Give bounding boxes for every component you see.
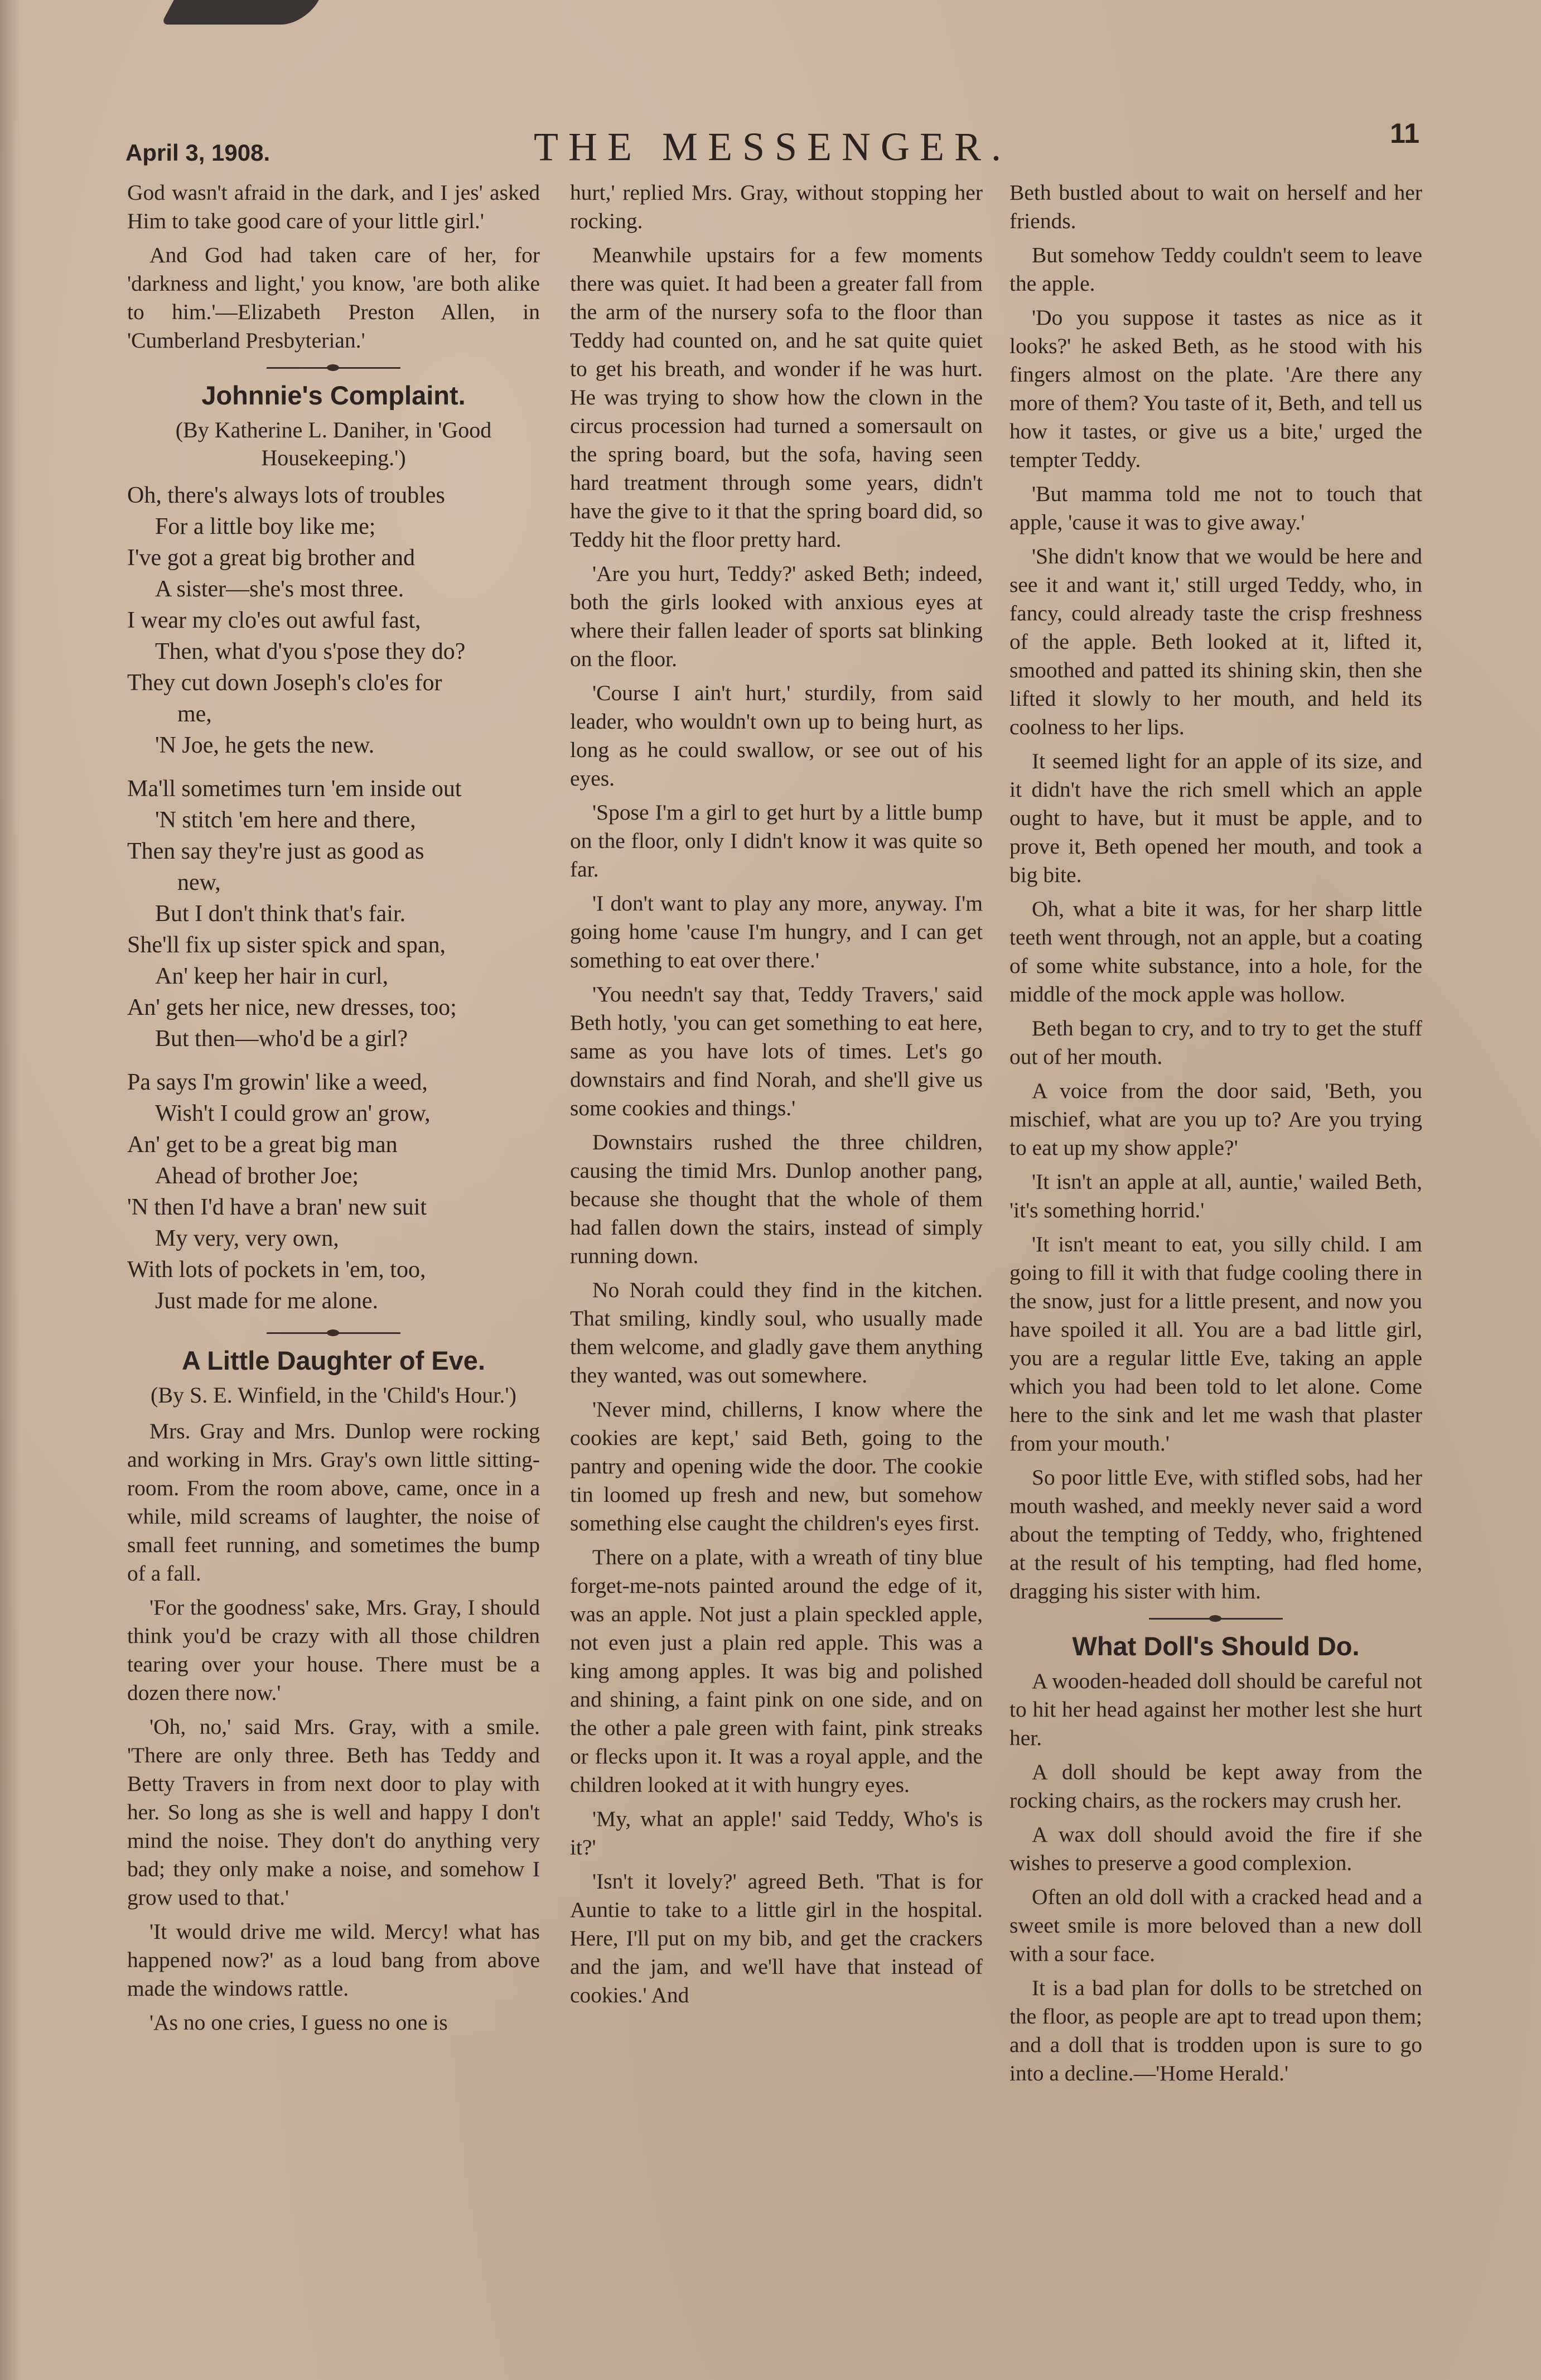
story-body: [127, 1417, 540, 2037]
poem-line: Then, what d'you s'pose they do?: [155, 639, 466, 664]
section-divider: [267, 364, 400, 372]
paragraph: Meanwhile upstairs for a few moments there was quiet. It had been a greater fall from the arm of the nursery sofa to the floor than Teddy had counted on, and he sat quite quiet to get his breath, and wonder if he was hurt. He was trying to show how the clown in the circus procession had turned a somersault on the spring board, but the sofa, having seen hard treatment through some years, didn't have the give to it that the spring board did, so Teddy hit the floor pretty hard.: [570, 243, 983, 552]
poem-line: But I don't think that's fair.: [155, 901, 406, 927]
paragraph: 'Isn't it lovely?' agreed Beth. 'That is for Auntie to take to a little girl in the hospital. Here, I'll put on my bib, and get the crackers and the jam, and we'll have that instead of cookies.' And: [570, 1869, 983, 2007]
paragraph: 'She didn't know that we would be here and see it and want it,' still urged Teddy, who, in fancy, could already taste the crisp freshness of the apple. Beth looked at it, lifted it, smoothed and patted its shining skin, then she lifted it slowly to her mouth, and held its coolness to her lips.: [1009, 544, 1422, 739]
column-1: [127, 179, 540, 2276]
paragraph: 'As no one cries, I guess no one is: [149, 2010, 448, 2035]
paragraph: It is a bad plan for dolls to be stretched on the floor, as people are apt to tread upon them; and a doll that is trodden upon is sure to go into a decline.—'Home Herald.': [1009, 1976, 1422, 2085]
paragraph: Downstairs rushed the three children, causing the timid Mrs. Dunlop another pang, because she thought that the whole of them had fallen down the stairs, instead of simply running down.: [570, 1130, 983, 1268]
paragraph: 'Do you suppose it tastes as nice as it looks?' he asked Beth, as he stood with his fingers almost on the plate. 'Are there any more of them? You taste of it, Beth, and tell us how it tastes, or give us a bite,' urged the tempter Teddy.: [1009, 305, 1422, 472]
poem-line: 'N stitch 'em here and there,: [155, 807, 416, 833]
poem-line: I wear my clo'es out awful fast,: [127, 608, 421, 633]
section-divider: [1149, 1615, 1283, 1622]
paragraph: A voice from the door said, 'Beth, you mischief, what are you up to? Are you trying to eat up my show apple?': [1009, 1078, 1422, 1160]
poem-stanza: [127, 480, 540, 761]
paragraph: hurt,' replied Mrs. Gray, without stopping her rocking.: [570, 180, 983, 233]
poem-byline: (By Katherine L. Daniher, in 'Good Housekeeping.'): [175, 417, 492, 470]
poem-line: me,: [177, 701, 212, 727]
poem-line: Wish't I could grow an' grow,: [155, 1101, 431, 1126]
poem-line: Ma'll sometimes turn 'em inside out: [127, 776, 462, 802]
paragraph: A wooden-headed doll should be careful not to hit her head against her mother lest she hurt her.: [1009, 1669, 1422, 1750]
poem-title: Johnnie's Complaint.: [201, 380, 466, 410]
poem-line: But then—who'd be a girl?: [155, 1026, 408, 1052]
story-byline: (By S. E. Winfield, in the 'Child's Hour.'): [151, 1382, 516, 1408]
poem-line: Then say they're just as good as: [127, 839, 424, 864]
poem-stanza: [127, 1067, 540, 1317]
poem-body: [127, 480, 540, 1317]
poem-line: Ahead of brother Joe;: [155, 1163, 359, 1189]
story-continuation: [570, 179, 983, 2010]
poem-line: 'N Joe, he gets the new.: [155, 733, 375, 758]
poem-line: For a little boy like me;: [155, 514, 376, 539]
poem-line: My very, very own,: [155, 1226, 339, 1251]
poem-line: new,: [177, 870, 221, 895]
paragraph: 'I don't want to play any more, anyway. I'm going home 'cause I'm hungry, and I can get something to eat over there.': [570, 891, 983, 972]
section-divider: [267, 1329, 400, 1337]
poem-line: An' get to be a great big man: [127, 1132, 398, 1158]
paragraph: Oh, what a bite it was, for her sharp little teeth went through, not an apple, but a coating of some white substance, into a hole, for the middle of the mock apple was hollow.: [1009, 897, 1422, 1006]
poem-line: An' keep her hair in curl,: [155, 963, 389, 989]
issue-date: April 3, 1908.: [125, 139, 270, 166]
page-edge-shadow: [0, 0, 20, 2380]
paragraph: And God had taken care of her, for 'darkness and light,' you know, 'are both alike to him.'—Elizabeth Preston Allen, in 'Cumberland Presbyterian.': [127, 243, 540, 353]
masthead-title: THE MESSENGER.: [533, 124, 1012, 169]
paragraph: So poor little Eve, with stifled sobs, had her mouth washed, and meekly never said a word about the tempting of Teddy, who, frightened at the result of his tempting, had fled home, dragging his sister with him.: [1009, 1465, 1422, 1603]
paragraph: 'It would drive me wild. Mercy! what has happened now?' as a loud bang from above made the windows rattle.: [127, 1919, 540, 2001]
poem-line: A sister—she's most three.: [155, 576, 404, 602]
paragraph: 'Oh, no,' said Mrs. Gray, with a smile. 'There are only three. Beth has Teddy and Betty Travers in from next door to play with her. So long as she is well and happy I don't mind the noise. They don't do anything very bad; they only make a noise, and somehow I grow used to that.': [127, 1714, 540, 1910]
page-header: [125, 112, 1419, 173]
column-2: [570, 179, 983, 2276]
paragraph: God wasn't afraid in the dark, and I jes' asked Him to take good care of your little girl.': [127, 180, 540, 233]
paragraph: 'My, what an apple!' said Teddy, Who's is it?': [570, 1806, 983, 1859]
torn-corner: [161, 0, 318, 25]
paragraph: Mrs. Gray and Mrs. Dunlop were rocking and working in Mrs. Gray's own little sitting-room. From the room above, came, once in a while, mild screams of laughter, the noise of small feet running, and sometimes the bump of a fall.: [127, 1419, 540, 1586]
poem-line: Just made for me alone.: [155, 1288, 379, 1314]
paragraph: No Norah could they find in the kitchen. That smiling, kindly soul, who usually made them welcome, and gladly gave them anything they wanted, was out somewhere.: [570, 1278, 983, 1387]
poem-line: 'N then I'd have a bran' new suit: [127, 1194, 427, 1220]
paragraph: Beth bustled about to wait on herself and her friends.: [1009, 180, 1422, 233]
poem-line: She'll fix up sister spick and span,: [127, 932, 446, 958]
paragraph: 'Never mind, chillerns, I know where the cookies are kept,' said Beth, going to the pantry and opening wide the door. The cookie tin loomed up fresh and new, but somehow something else caught the children's eyes first.: [570, 1397, 983, 1535]
story-conclusion: [1009, 179, 1422, 1606]
paragraph: It seemed light for an apple of its size, and it didn't have the rich smell which an apple ought to have, but it must be apple, and to prove it, Beth opened her mouth, and took a big bite.: [1009, 749, 1422, 887]
poem-line: An' gets her nice, new dresses, too;: [127, 995, 457, 1020]
paragraph: 'Are you hurt, Teddy?' asked Beth; indeed, both the girls looked with anxious eyes at where their fallen leader of sports sat blinking on the floor.: [570, 561, 983, 671]
paragraph: 'But mamma told me not to touch that apple, 'cause it was to give away.': [1009, 481, 1422, 534]
poem-stanza: [127, 773, 540, 1054]
paragraph: Beth began to cry, and to try to get the stuff out of her mouth.: [1009, 1016, 1422, 1069]
page-number: 11: [1390, 118, 1419, 149]
paragraph: There on a plate, with a wreath of tiny blue forget-me-nots painted around the edge of it, was an apple. Not just a plain speckled apple, not even just a plain red apple. This was a king among apples. It was big and polished and shining, a faint pink on one side, and on the other a pale green with faint, pink streaks or flecks upon it. It was a royal apple, and the children looked at it with hungry eyes.: [570, 1545, 983, 1797]
paragraph: 'You needn't say that, Teddy Travers,' said Beth hotly, 'you can get something to eat here, same as you have lots of times. Let's go downstairs and find Norah, and she'll give us some cookies and things.': [570, 982, 983, 1120]
paragraph: 'It isn't an apple at all, auntie,' wailed Beth, 'it's something horrid.': [1009, 1169, 1422, 1222]
story-title: A Little Daughter of Eve.: [181, 1346, 486, 1375]
paragraph: 'For the goodness' sake, Mrs. Gray, I should think you'd be crazy with all those children tearing over your house. There must be a dozen there now.': [127, 1595, 540, 1705]
paragraph: A wax doll should avoid the fire if she wishes to preserve a good complexion.: [1009, 1822, 1422, 1875]
paragraph: But somehow Teddy couldn't seem to leave the apple.: [1009, 243, 1422, 296]
poem-line: They cut down Joseph's clo'es for: [127, 670, 442, 696]
paragraph: 'It isn't meant to eat, you silly child. I am going to fill it with that fudge cooling there in the snow, just for a little present, and now you have spoiled it all. You are a bad little girl, you are a regular little Eve, taking an apple which you had been told to let alone. Come here to the sink and let me wash that plaster from your mouth.': [1009, 1232, 1422, 1456]
article-title: What Doll's Should Do.: [1072, 1631, 1360, 1661]
paragraph: 'Course I ain't hurt,' sturdily, from said leader, who wouldn't own up to being hurt, as long as he could swallow, or see out of his eyes.: [570, 681, 983, 791]
poem-line: With lots of pockets in 'em, too,: [127, 1257, 426, 1283]
poem-line: Oh, there's always lots of troubles: [127, 483, 445, 508]
paragraph: Often an old doll with a cracked head and a sweet smile is more beloved than a new doll with a sour face.: [1009, 1885, 1422, 1966]
article-body: [1009, 1667, 1422, 2088]
paragraph: 'Spose I'm a girl to get hurt by a little bump on the floor, only I didn't know it was quite so far.: [570, 800, 983, 881]
paragraph: A doll should be kept away from the rocking chairs, as the rockers may crush her.: [1009, 1760, 1422, 1813]
poem-line: I've got a great big brother and: [127, 545, 416, 571]
column-3: [1009, 179, 1422, 2276]
poem-line: Pa says I'm growin' like a weed,: [127, 1069, 428, 1095]
